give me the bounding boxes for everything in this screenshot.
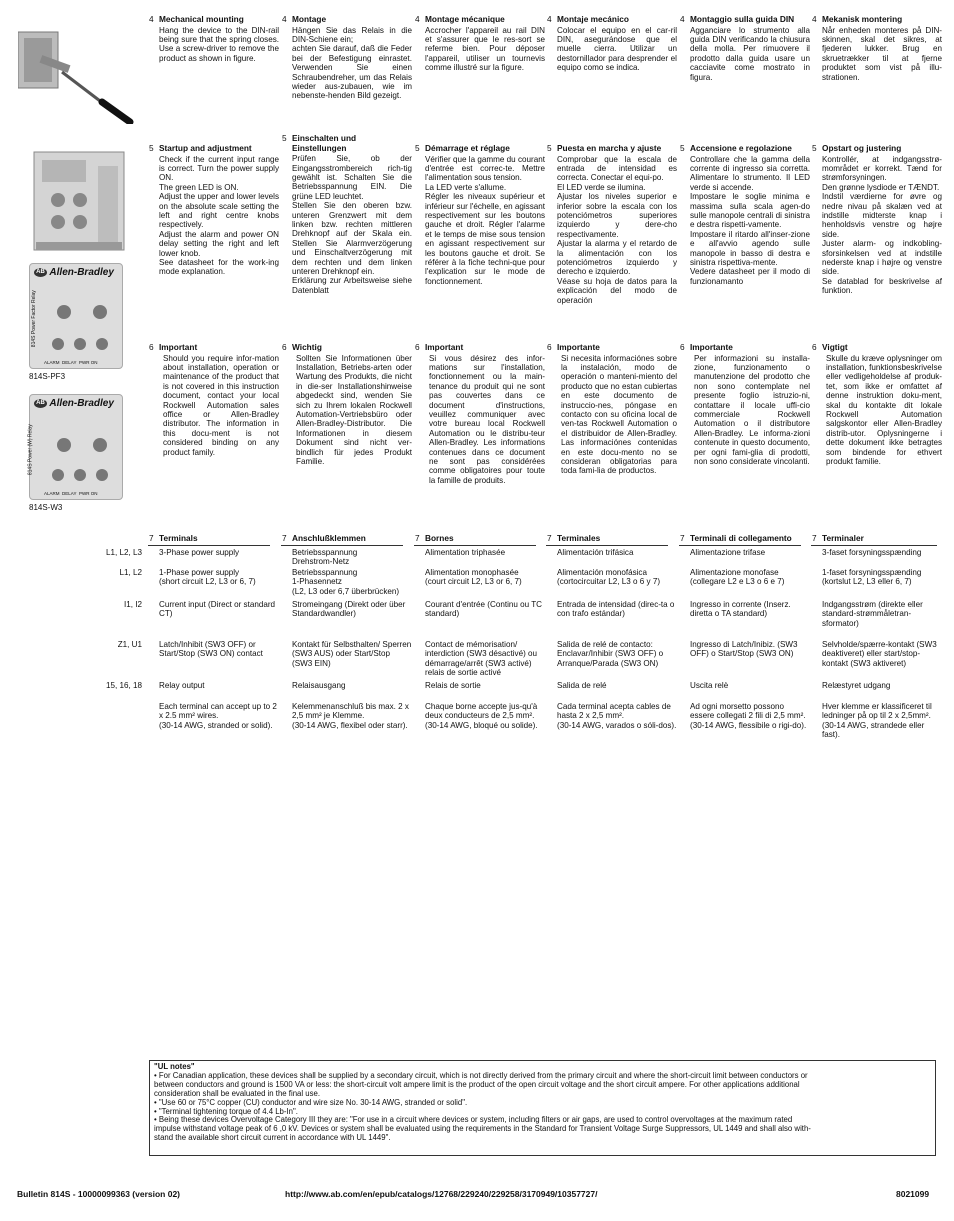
ul-note-item: • "Terminal tightening torque of 4.4 Lb-In". xyxy=(154,1106,298,1116)
mounting-col-en xyxy=(159,15,279,63)
section-number: 7 xyxy=(415,533,420,543)
section-heading: Vigtigt xyxy=(822,342,848,352)
terminal-cell: 1-Phase power supply (short circuit L2, L3 or 6, 7) xyxy=(159,568,256,587)
terminal-cell: Salida de relé xyxy=(557,681,607,690)
section-number: 6 xyxy=(282,342,287,352)
section-number: 5 xyxy=(547,143,552,153)
section-number: 7 xyxy=(282,533,287,543)
terminal-cell: Latch/Inhibit (SW3 OFF) or Start/Stop (SW3 ON) contact xyxy=(159,640,263,659)
section-heading: Important xyxy=(159,342,198,352)
terminal-label: I1, I2 xyxy=(124,600,142,609)
section-text: Accrocher l'appareil au rail DIN et s'assurer que le res-sort se referme bien. Pour déposer l'appareil, utiliser un tournevis comme illustré sur la figure. xyxy=(425,25,545,73)
footer-url[interactable]: http://www.ab.com/en/epub/catalogs/12768/229240/229258/3170949/10357727/ xyxy=(285,1189,598,1199)
terminal-cell: Current input (Direct or standard CT) xyxy=(159,600,276,619)
section-heading: Important xyxy=(425,342,464,352)
terminal-cell: Relaisausgang xyxy=(292,681,346,690)
device-front-panel-pf3 xyxy=(29,263,123,369)
section-text: Prüfen Sie, ob der Eingangsstrombereich rich-tig gewählt ist. Schalten Sie die Betriebsspannung EIN. Die grüne LED leuchtet. Stellen Sie den oberen bzw. unteren Grenzwert mit dem linken bzw. rechten mittleren Drehknopf auf der Skala ein. Stellen Sie Alarmverzögerung und Einschaltverzögerung mit dem rechten und dem linken unteren Drehknopf ein. Erklärung zur Arbeitsweise siehe Datenblatt xyxy=(292,154,412,295)
section-heading: Montaje mecánico xyxy=(557,14,629,24)
section-heading: Importante xyxy=(557,342,600,352)
section-number: 5 xyxy=(812,143,817,153)
section-number: 6 xyxy=(812,342,817,352)
terminal-cell: Ingresso in corrente (Inserz. diretta o TA standard) xyxy=(690,600,791,619)
footer-doc-number: 8021099 xyxy=(896,1189,930,1199)
relay-device-photo xyxy=(24,148,136,258)
terminal-cell: 1-faset forsyningsspænding (kortslut L2, L3 eller 6, 7) xyxy=(822,568,922,587)
terminal-cell: Entrada de intensidad (direc-ta o con trafo estándar) xyxy=(557,600,675,619)
terminal-cell: Uscita relè xyxy=(690,681,729,690)
terminal-cell: Alimentación trifásica xyxy=(557,548,634,557)
knob-labels: ALARM DELAY PWR ON xyxy=(44,360,98,365)
section-text: Colocar el equipo en el car-ril DIN, asegurándose que el muelle cierra. Utilizar un destornillador para desprender el equipo como se indica. xyxy=(557,25,677,73)
terminal-cell: Relæstyret udgang xyxy=(822,681,891,690)
section-text: Sollten Sie Informationen über Installation, Betriebs-arten oder Wartung des Produkts, die nicht in die-ser Installationshinweise abgedeckt sind, wenden Sie sich zu Ihrem lokalen Rockwell Automation-Vertriebsbüro oder Allen-Bradley-Distributor. Die Informationen in diesem Dokument sind nicht ver-bindlich für jedes Produkt Familie. xyxy=(296,353,412,467)
section-heading: Mechanical mounting xyxy=(159,14,244,24)
important-col-es xyxy=(557,343,677,476)
startup-col-en xyxy=(159,144,279,277)
section-heading: Startup and adjustment xyxy=(159,143,252,153)
din-mounting-illustration xyxy=(18,24,136,124)
section-heading: Importante xyxy=(690,342,733,352)
section-text: Si vous désirez des infor-mations sur l'installation, fonctionnement ou la main-tenance du produit qui ne sont pas couvertes dans ce document d'instructions, veuillez communiquer avec votre bureau local Rockwell Automation ou le distribu-teur Allen-Bradley. Les informations contenues dans ce document ne sont pas considérées comme obligatoires pour toute la famille de produits. xyxy=(429,353,545,485)
section-heading: Montage xyxy=(292,14,327,24)
terminal-cell: Kontakt für Selbsthalten/ Sperren (SW3 AUS) oder Start/Stop (SW3 EIN) xyxy=(292,640,412,668)
allen-bradley-logo: AB Allen-Bradley xyxy=(34,268,114,278)
ul-note-item: • Being these devices Overvoltage Category III they are: "For use in a circuit where devices or system, including filters or air gaps, are used to control overvoltages at the maximum rated impulse withstand voltage peak of 6 ,0 kV. Devices or system shall be evaluated using the requirements in the Standard for Transient Voltage Surge Suppressors, UL 1449 and shall also with- stand the available short circuit current in accordance with UL 1449". xyxy=(154,1115,811,1143)
ul-notes-box xyxy=(149,1060,936,1156)
section-text: Når enheden monteres på DIN-skinnen, skal det sikres, at fjederen lukker. Brug en skruetrækker til at fjerne produktet som vist på illu-strationen. xyxy=(822,25,942,82)
terminal-cell: Betriebsspannung Drehstrom-Netz xyxy=(292,548,358,567)
terminal-cell: Chaque borne accepte jus-qu'à deux conducteurs de 2,5 mm². (30-14 AWG, bloqué ou solide). xyxy=(425,702,538,730)
mounting-col-it xyxy=(690,15,810,82)
terminal-cell: Cada terminal acepta cables de hasta 2 x 2,5 mm². (30-14 AWG, varados o sóli-dos). xyxy=(557,702,677,730)
section-heading: Montaggio sulla guida DIN xyxy=(690,14,795,24)
terminal-cell: Stromeingang (Direkt oder über Standardwandler) xyxy=(292,600,406,619)
knob-labels: ALARM DELAY PWR ON xyxy=(44,491,98,496)
section-number: 7 xyxy=(680,533,685,543)
important-col-it xyxy=(690,343,810,466)
mounting-col-fr xyxy=(425,15,545,73)
device-caption-w3: 814S-W3 xyxy=(29,503,63,512)
footer-bulletin: Bulletin 814S - 10000099363 (version 02) xyxy=(17,1189,181,1199)
terminal-cell: Alimentazione monofase (collegare L2 e L3 o 6 e 7) xyxy=(690,568,785,587)
startup-col-da xyxy=(822,144,942,296)
section-number: 5 xyxy=(282,133,287,143)
important-col-fr xyxy=(425,343,545,485)
terminal-cell: Alimentation triphasée xyxy=(425,548,506,557)
device-side-label: 814S Power (W) Relay xyxy=(27,424,34,476)
terminal-cell: Alimentation monophasée (court circuit L2, L3 or 6, 7) xyxy=(425,568,522,587)
terminal-cell: Kelemmenanschluß bis max. 2 x 2,5 mm² je Klemme. (30-14 AWG, flexibel oder starr). xyxy=(292,702,409,730)
section-number: 4 xyxy=(149,14,154,24)
terminal-label: L1, L2 xyxy=(119,568,142,577)
section-heading: Anschlußklemmen xyxy=(292,533,366,543)
terminal-cell: Ingresso di Latch/Inibiz. (SW3 OFF) o Start/Stop (SW3 ON) xyxy=(690,640,798,659)
terminal-cell: Alimentazione trifase xyxy=(690,548,766,557)
terminal-cell: 3-Phase power supply xyxy=(159,548,240,557)
terminal-cell: Relay output xyxy=(159,681,205,690)
section-heading: Einschalten und Einstellungen xyxy=(292,133,357,153)
section-text: Comprobar que la escala de entrada de intensidad es correcta. Conectar el equi-po. El LED verde se ilumina. Ajustar los niveles superior e inferior sobre la escala con los potenciómetros superiores izquierdo y dere-cho respectivamente. Ajustar la alarma y el retardo de la alimentación con los potenciómetros izquierdo y derecho e izquierdo. Véase su hoja de datos para la explicación del modo de operación xyxy=(557,154,677,305)
section-text: Si necesita informaciónes sobre la instalación, modo de operación o manteni-miento del producto que no estan cubiertas en este documento de instruccio-nes, póngase en contacto con su oficina local de ven-tas Rockwell Automation o el distribuidor de Allen-Bradley. Las informaciónes contenidas en este docu-mento no se consideran obligatorias para toda fami-lia de productos. xyxy=(561,353,677,476)
mounting-col-da xyxy=(822,15,942,82)
startup-col-it xyxy=(690,144,810,286)
terminal-cell: Indgangsstrøm (direkte eller standard-strømmåletran-sformator) xyxy=(822,600,923,628)
section-number: 5 xyxy=(680,143,685,153)
device-caption-pf3: 814S-PF3 xyxy=(29,372,66,381)
terminal-cell: Salida de relé de contacto: Enclavar/Inhibir (SW3 OFF) o Arranque/Parada (SW3 ON) xyxy=(557,640,664,668)
startup-col-de xyxy=(292,134,412,295)
section-heading: Terminals xyxy=(159,533,198,543)
section-text: Vérifier que la gamme du courant d'entrée est correc-te. Mettre l'alimentation sous tension. La LED verte s'allume. Régler les niveaux supérieur et inférieur sur l'échelle, en agissant respectivement sur les boutons gauche et droit. Régler l'alarme et le temps de mise sous tension en agissant respectivement sur les boutons gauche et droit. Se référer à la fiche techni-que pour l'explication sur le mode de fonctionnement. xyxy=(425,154,545,286)
section-heading: Opstart og justering xyxy=(822,143,902,153)
terminal-cell: Relais de sortie xyxy=(425,681,481,690)
section-text: Check if the current input range is correct. Turn the power supply ON. The green LED is ON. Adjust the upper and lower levels on the absolute scale setting the left and right centre knobs respectively. Adjust the alarm and power ON delay setting the right and left lower knob. See datasheet for the work-ing mode explanation. xyxy=(159,154,279,277)
section-number: 4 xyxy=(547,14,552,24)
section-number: 4 xyxy=(680,14,685,24)
section-text: Hängen Sie das Relais in die DIN-Schiene ein; achten Sie darauf, daß die Feder bei der Befestigung einrastet. Verwenden Sie einen Schraubendreher, um das Relais wieder aus-zubauen, wie im nebenste-henden Bild gezeigt. xyxy=(292,25,412,101)
section-number: 6 xyxy=(149,342,154,352)
ul-notes-title: "UL notes" xyxy=(154,1062,195,1071)
section-heading: Bornes xyxy=(425,533,454,543)
mounting-col-es xyxy=(557,15,677,73)
terminal-cell: Contact de mémorisation/ interdiction (SW3 désactivé) ou démarrage/arrêt (SW3 activé) relais de sortie activé xyxy=(425,640,538,678)
important-col-en xyxy=(159,343,279,457)
section-heading: Wichtig xyxy=(292,342,322,352)
terminal-cell: 3-faset forsyningsspænding xyxy=(822,548,922,557)
ul-note-item: • "Use 60 or 75°C copper (CU) conductor and wire size No. 30-14 AWG, stranded or solid". xyxy=(154,1097,468,1107)
section-text: Should you require infor-mation about installation, operation or maintenance of the product that is not covered in this instruction document, contact your local Rockwell Automation sales office or Allen-Bradley distributor. The information in this docu-ment is not considered binding on any product family. xyxy=(163,353,279,457)
terminal-cell: Alimentación monofásica (cortocircuitar L2, L3 o 6 y 7) xyxy=(557,568,661,587)
section-text: Hang the device to the DIN-rail being sure that the spring closes. Use a screw-driver to remove the product as shown in figure. xyxy=(159,25,279,63)
mounting-col-de xyxy=(292,15,412,101)
section-number: 7 xyxy=(812,533,817,543)
section-number: 6 xyxy=(547,342,552,352)
section-number: 6 xyxy=(415,342,420,352)
section-text: Agganciare lo strumento alla guida DIN verificando la chiusura della molla. Per rimuovere il prodotto dalla guida usare un cacciavite come mostrato in figura. xyxy=(690,25,810,82)
terminal-cell: Each terminal can accept up to 2 x 2.5 mm² wires. (30-14 AWG, stranded or solid). xyxy=(159,702,277,730)
terminal-cell: Betriebsspannung 1-Phasennetz (L2, L3 oder 6,7 überbrücken) xyxy=(292,568,400,596)
section-number: 5 xyxy=(149,143,154,153)
section-text: Controllare che la gamma della corrente di ingresso sia corretta. Alimentare lo strumento. Il LED verde si accende. Impostare le soglie minima e massima sulla scala agen-do sulle manopole centrali di sinistra e destra rispetti-vamente. Impostare il ritardo all'inser-zione e all'avvio agendo sulle manopole in basso di destra e sinistra rispettiva-mente. Vedere datasheet per il modo di funzionamanto xyxy=(690,154,810,286)
section-heading: Démarrage et réglage xyxy=(425,143,510,153)
terminal-cell: Ad ogni morsetto possono essere collegati 2 fili di 2,5 mm². (30-14 AWG, flessibile o rigi-do). xyxy=(690,702,807,730)
terminal-cell: Courant d'entrée (Continu ou TC standard) xyxy=(425,600,543,619)
section-number: 6 xyxy=(680,342,685,352)
section-heading: Terminali di collegamento xyxy=(690,533,792,543)
terminal-cell: Hver klemme er klassificeret til ledninger på op til 2 x 2,5mm². (30-14 AWG, strandede eller fast). xyxy=(822,702,932,740)
device-front-panel-w3 xyxy=(29,394,123,500)
section-number: 7 xyxy=(149,533,154,543)
ul-note-item: • For Canadian application, these devices shall be supplied by a secondary circuit, which is not directly derived from the primary circuit and where the short-circuit limit between conductors or between conductors and ground is 1500 VA or less: the short-circuit volt ampere limit is the product of the open circuit voltage and the short circuit ampere. For other applications additional consideration shall be evaluated in the final use. xyxy=(154,1070,808,1098)
device-side-label: 814S Power Factor Relay xyxy=(30,290,37,348)
allen-bradley-logo: AB Allen-Bradley xyxy=(34,399,114,409)
section-heading: Terminales xyxy=(557,533,601,543)
section-text: Skulle du kræve oplysninger om installation, funktionsbeskrivelse eller vedligeholdelse af produk-tet, som ikke er omfattet af denne instruktion doku-ment, skal du kontakte dit lokale Rockwell Automation salgskontor eller Allen-Bradley distrib-utor. Oplysningerne i dette dokument ikke betragtes som bindende for ethvert produkt familie. xyxy=(826,353,942,467)
terminal-label: 15, 16, 18 xyxy=(105,681,142,690)
important-col-da xyxy=(822,343,942,466)
section-number: 4 xyxy=(812,14,817,24)
section-heading: Terminaler xyxy=(822,533,864,543)
terminal-cell: Selvholde/spærre-kontakt (SW3 deaktiveret) eller start/stop-kontakt (SW3 aktiveret) xyxy=(822,640,937,668)
section-heading: Mekanisk montering xyxy=(822,14,903,24)
section-number: 4 xyxy=(415,14,420,24)
section-number: 4 xyxy=(282,14,287,24)
section-text: Kontrollér, at indgangsstrø-mområdet er korrekt. Tænd for strømforsyningen. Den grønne lysdiode er TÆNDT. Indstil værdierne for øvre og nedre nivau på skalæn ved at indstille midterste knap i henholdsvis venstre og højre side. Juster alarm- og indkobling-sforsinkelsen ved at indstille nederste knap i højre og venstre side. Se datablad for beskrivelse af funktion. xyxy=(822,154,942,296)
important-col-de xyxy=(292,343,412,466)
terminal-label: Z1, U1 xyxy=(117,640,142,649)
startup-col-es xyxy=(557,144,677,305)
section-number: 5 xyxy=(415,143,420,153)
section-heading: Puesta en marcha y ajuste xyxy=(557,143,662,153)
section-heading: Montage mécanique xyxy=(425,14,505,24)
section-number: 7 xyxy=(547,533,552,543)
section-text: Per informazioni su installa-zione, funzionamento o manutenzione del prodotto che non sono contemplate nel presente foglio istruzio-ni, contattare il locale uffi-cio commerciale Rockwell Automation o il distributore Allen-Bradley. Le informa-zioni contenute in questo documento, per ogni fami-glia di prodotti, non sono considerate vincolanti. xyxy=(694,353,810,467)
terminal-label: L1, L2, L3 xyxy=(105,548,142,557)
section-heading: Accensione e regolazione xyxy=(690,143,792,153)
startup-col-fr xyxy=(425,144,545,286)
